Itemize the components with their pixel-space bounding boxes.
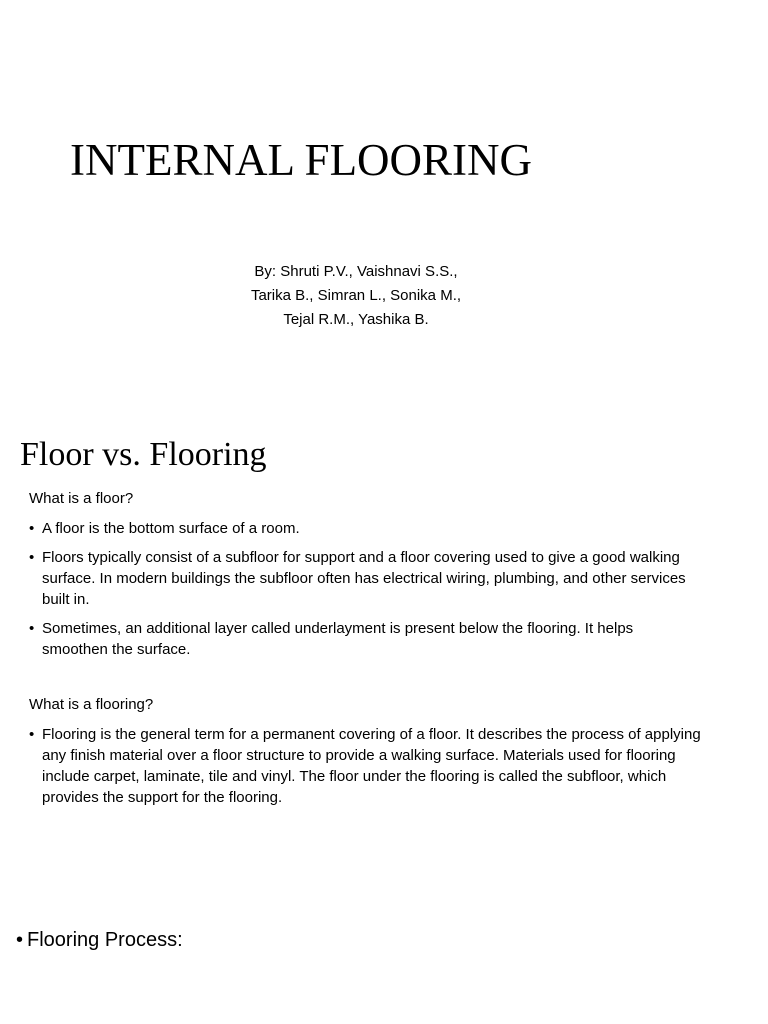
process-slide [0,880,768,1024]
presentation-title: INTERNAL FLOORING [70,135,533,185]
title-slide [0,0,768,400]
author-list [0,260,712,332]
author-line: Tarika B., Simran L., Sonika M., [250,287,462,304]
process-bullet [16,925,183,955]
section-question-flooring: What is a flooring? [29,696,154,713]
author-line: By: Shruti P.V., Vaishnavi S.S., [254,263,458,280]
slide-title: Floor vs. Flooring [20,436,267,473]
content-slide [0,400,768,880]
bullet-icon: • [29,520,35,537]
bullet-icon: • [29,726,35,743]
bullet-text: A floor is the bottom surface of a room. [42,520,300,537]
section-question-floor: What is a floor? [29,490,134,507]
list-item [29,724,701,808]
bullet-text: Sometimes, an additional layer called underlayment is present below the flooring. It helps smoothen the surface. [42,620,634,658]
bullet-text: Floors typically consist of a subfloor for support and a floor covering used to give a good walking surface. In modern buildings the subfloor often has electrical wiring, plumbing, and other services built in. [42,549,686,608]
flooring-bullet-list [29,724,701,816]
list-item [29,618,701,660]
bullet-icon: • [29,620,35,637]
author-line: Tejal R.M., Yashika B. [283,311,429,328]
list-item [29,518,701,539]
floor-bullet-list [29,518,701,668]
process-bullet-text: Flooring Process: [27,929,183,951]
list-item [29,547,701,610]
bullet-icon: • [16,929,24,951]
bullet-text: Flooring is the general term for a permanent covering of a floor. It describes the process of applying any finish material over a floor structure to provide a walking surface. Materials used for flooring include carpet, laminate, tile and vinyl. The floor under the flooring is called the subfloor, which provides the support for the flooring. [42,726,701,806]
bullet-icon: • [29,549,35,566]
